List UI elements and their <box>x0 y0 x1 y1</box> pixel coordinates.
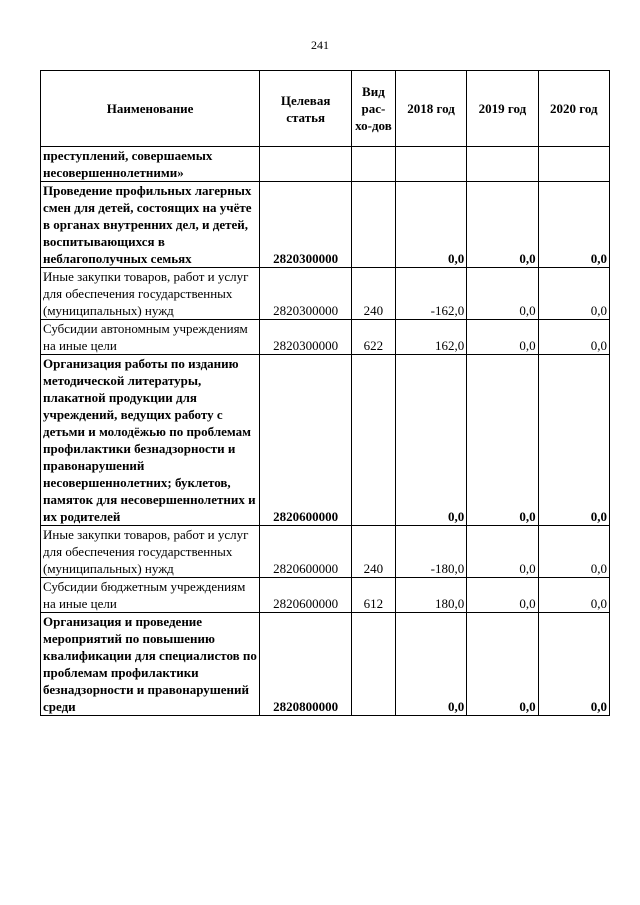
cell-2019: 0,0 <box>467 320 538 355</box>
cell-target: 2820600000 <box>260 578 352 613</box>
cell-target: 2820600000 <box>260 355 352 526</box>
table-row <box>41 182 610 268</box>
page-number: 241 <box>311 38 329 52</box>
cell-kind <box>352 182 396 268</box>
cell-2019 <box>467 147 538 182</box>
cell-2019: 0,0 <box>467 182 538 268</box>
cell-2020 <box>538 147 609 182</box>
table-row <box>41 355 610 526</box>
budget-table <box>40 70 610 716</box>
cell-2019: 0,0 <box>467 578 538 613</box>
table-row <box>41 526 610 578</box>
cell-2020: 0,0 <box>538 268 609 320</box>
table-row <box>41 320 610 355</box>
cell-kind: 612 <box>352 578 396 613</box>
cell-name: Субсидии бюджетным учреждениям на иные цели <box>41 578 260 613</box>
cell-2018: 0,0 <box>395 182 466 268</box>
cell-kind: 240 <box>352 268 396 320</box>
cell-2019: 0,0 <box>467 355 538 526</box>
cell-name: Иные закупки товаров, работ и услуг для обеспечения государственных (муниципальных) нужд <box>41 268 260 320</box>
cell-2020: 0,0 <box>538 355 609 526</box>
cell-2018 <box>395 147 466 182</box>
header-name: Наименование <box>41 71 260 147</box>
table-row <box>41 578 610 613</box>
cell-target: 2820300000 <box>260 320 352 355</box>
cell-kind <box>352 613 396 716</box>
header-target: Целевая статья <box>260 71 352 147</box>
cell-2018: 0,0 <box>395 613 466 716</box>
cell-2018: 180,0 <box>395 578 466 613</box>
header-2019: 2019 год <box>467 71 538 147</box>
cell-2018: -162,0 <box>395 268 466 320</box>
cell-target: 2820300000 <box>260 268 352 320</box>
cell-2018: 162,0 <box>395 320 466 355</box>
table-row <box>41 268 610 320</box>
header-kind: Вид рас-хо-дов <box>352 71 396 147</box>
cell-target: 2820300000 <box>260 182 352 268</box>
cell-name: преступлений, совершаемых несовершеннолетними» <box>41 147 260 182</box>
cell-2019: 0,0 <box>467 268 538 320</box>
cell-2020: 0,0 <box>538 526 609 578</box>
table-row <box>41 147 610 182</box>
cell-name: Иные закупки товаров, работ и услуг для обеспечения государственных (муниципальных) нужд <box>41 526 260 578</box>
cell-2020: 0,0 <box>538 320 609 355</box>
cell-2019: 0,0 <box>467 526 538 578</box>
cell-target <box>260 147 352 182</box>
table-header-row <box>41 71 610 147</box>
cell-name: Организация работы по изданию методической литературы, плакатной продукции для учреждений, ведущих работу с детьми и молодёжью по проблемам профилактики безнадзорности и правонарушений несовершеннолетних; буклетов, памяток для несовершеннолетних и их родителей <box>41 355 260 526</box>
cell-2020: 0,0 <box>538 613 609 716</box>
cell-2018: 0,0 <box>395 355 466 526</box>
cell-2018: -180,0 <box>395 526 466 578</box>
cell-name: Организация и проведение мероприятий по повышению квалификации для специалистов по проблемам профилактики безнадзорности и правонарушений среди <box>41 613 260 716</box>
cell-2020: 0,0 <box>538 182 609 268</box>
table-body <box>41 147 610 716</box>
cell-kind <box>352 147 396 182</box>
cell-kind <box>352 355 396 526</box>
cell-2019: 0,0 <box>467 613 538 716</box>
cell-2020: 0,0 <box>538 578 609 613</box>
cell-kind: 240 <box>352 526 396 578</box>
cell-name: Проведение профильных лагерных смен для детей, состоящих на учёте в органах внутренних дел, и детей, воспитывающихся в неблагополучных семьях <box>41 182 260 268</box>
cell-target: 2820600000 <box>260 526 352 578</box>
table-row <box>41 613 610 716</box>
cell-name: Субсидии автономным учреждениям на иные цели <box>41 320 260 355</box>
header-2020: 2020 год <box>538 71 609 147</box>
cell-kind: 622 <box>352 320 396 355</box>
header-2018: 2018 год <box>395 71 466 147</box>
cell-target: 2820800000 <box>260 613 352 716</box>
